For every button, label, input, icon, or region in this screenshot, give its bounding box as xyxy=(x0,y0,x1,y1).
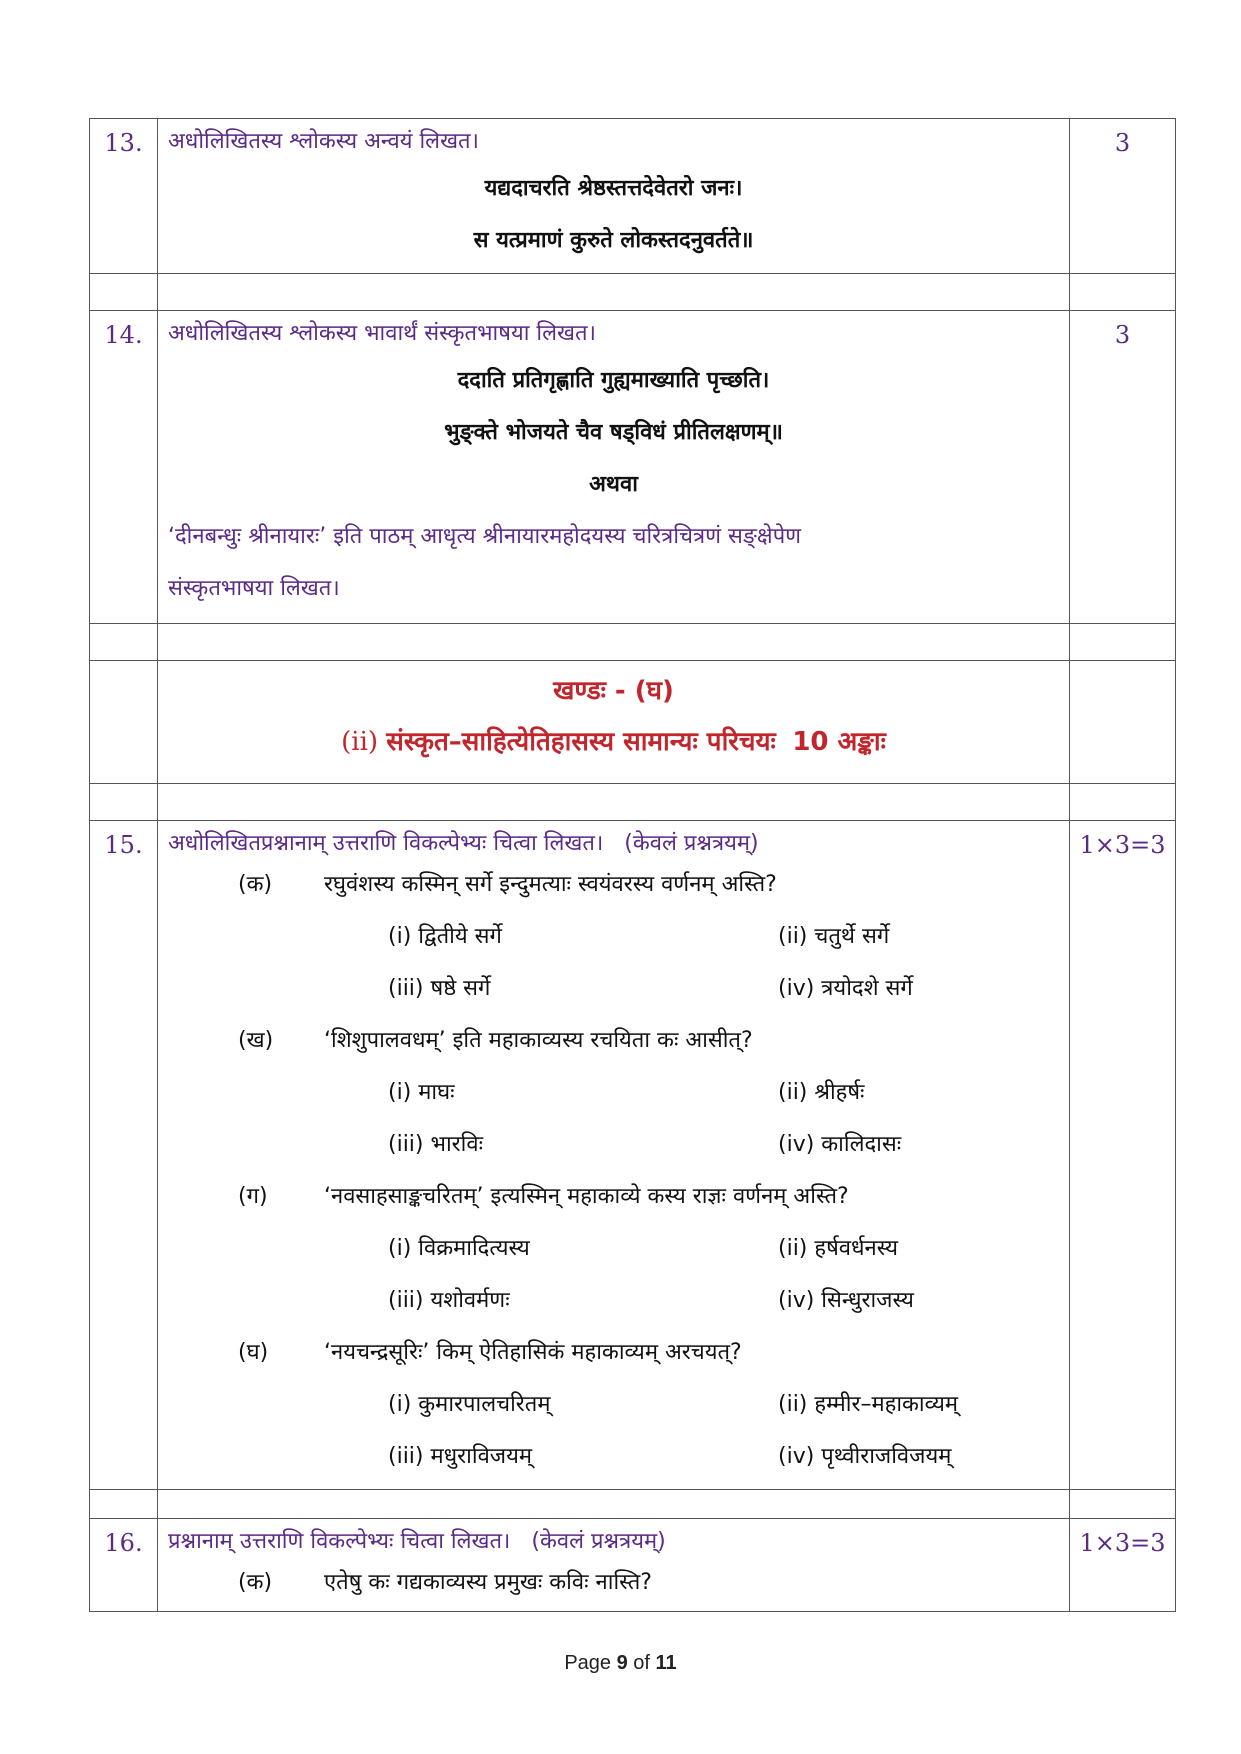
page-footer xyxy=(0,1652,1241,1675)
answer-option: (iii) मधुराविजयम् xyxy=(388,1444,533,1469)
sub-question xyxy=(158,859,1069,911)
answer-option: (i) माघः xyxy=(388,1080,455,1105)
marks-cell: 1×3=3 xyxy=(1070,821,1176,1490)
sub-question-label: (घ) xyxy=(238,1340,269,1365)
sub-question-text: रघुवंशस्य कस्मिन् सर्गे इन्दुमत्याः स्वयंवरस्य वर्णनम् अस्ति? xyxy=(324,872,777,897)
or-separator: अथवा xyxy=(589,472,638,497)
answer-option: (ii) चतुर्थे सर्गे xyxy=(778,924,890,949)
question-body xyxy=(158,311,1070,624)
answer-option: (iv) कालिदासः xyxy=(778,1132,902,1157)
option-row xyxy=(158,1275,1069,1327)
option-row xyxy=(158,1379,1069,1431)
marks-cell: 1×3=3 xyxy=(1070,1519,1176,1612)
question-row-13 xyxy=(90,119,1176,274)
of-word: of xyxy=(633,1652,650,1674)
spacer-row xyxy=(90,274,1176,311)
question-number: 13. xyxy=(90,119,158,274)
marks-cell: 3 xyxy=(1070,119,1176,274)
section-subtitle xyxy=(158,713,1069,771)
question-number: 16. xyxy=(90,1519,158,1612)
answer-option: (iii) यशोवर्मणः xyxy=(388,1288,510,1313)
option-row xyxy=(158,1067,1069,1119)
question-number: 15. xyxy=(90,821,158,1490)
question-number: 14. xyxy=(90,311,158,624)
answer-option: (i) द्वितीये सर्गे xyxy=(388,924,502,949)
answer-option: (iv) सिन्धुराजस्य xyxy=(778,1288,914,1313)
current-page: 9 xyxy=(616,1652,628,1674)
option-row xyxy=(158,963,1069,1015)
total-pages: 11 xyxy=(655,1652,677,1674)
section-heading-row xyxy=(90,661,1176,784)
question-body xyxy=(158,821,1070,1490)
sub-question-text: ‘नवसाहसाङ्कचरितम्’ इत्यस्मिन् महाकाव्ये कस्य राज्ञः वर्णनम् अस्ति? xyxy=(324,1184,849,1209)
question-instruction: अधोलिखितस्य श्लोकस्य अन्वयं लिखत। xyxy=(168,129,479,154)
question-instruction xyxy=(158,821,1069,859)
sub-question xyxy=(158,1015,1069,1067)
sub-question-label: (ग) xyxy=(238,1184,268,1209)
answer-option: (iv) त्रयोदशे सर्गे xyxy=(778,976,913,1001)
sub-question-label: (ख) xyxy=(238,1028,274,1053)
sub-question xyxy=(158,1557,1069,1611)
option-row xyxy=(158,1119,1069,1171)
subtitle-text: संस्कृत–साहित्येतिहासस्य सामान्यः परिचयः xyxy=(386,727,776,757)
question-instruction xyxy=(158,1519,1069,1557)
answer-option: (i) कुमारपालचरितम् xyxy=(388,1392,551,1417)
sub-question-text: एतेषु कः गद्यकाव्यस्य प्रमुखः कविः नास्ति? xyxy=(324,1570,652,1595)
section-title: खण्डः - (घ) xyxy=(553,676,674,706)
sub-question-text: ‘नयचन्द्रसूरिः’ किम् ऐतिहासिकं महाकाव्यम् अरचयत्? xyxy=(324,1340,742,1365)
instruction-text: अधोलिखितप्रश्नानाम् उत्तराणि विकल्पेभ्यः चित्वा लिखत। xyxy=(168,831,604,856)
answer-option: (i) विक्रमादित्यस्य xyxy=(388,1236,530,1261)
sub-question-label: (क) xyxy=(238,1570,273,1595)
alternative-line: संस्कृतभाषया लिखत। xyxy=(168,576,340,601)
verse-line: ददाति प्रतिगृह्णाति गुह्यमाख्याति पृच्छति। xyxy=(457,368,770,393)
sub-question xyxy=(158,1327,1069,1379)
verse-line: भुङ्क्ते भोजयते चैव षड्विधं प्रीतिलक्षणम्॥ xyxy=(444,420,783,445)
question-body xyxy=(158,119,1070,274)
question-row-16 xyxy=(90,1519,1176,1612)
spacer-row xyxy=(90,624,1176,661)
section-heading xyxy=(158,661,1070,784)
question-paper-table xyxy=(89,118,1176,1612)
question-instruction: अधोलिखितस्य श्लोकस्य भावार्थं संस्कृतभाषया लिखत। xyxy=(168,321,596,346)
answer-option: (ii) श्रीहर्षः xyxy=(778,1080,865,1105)
sub-question-text: ‘शिशुपालवधम्’ इति महाकाव्यस्य रचयिता कः आसीत्? xyxy=(324,1028,753,1053)
page-word: Page xyxy=(564,1652,612,1674)
alternative-line: ‘दीनबन्धुः श्रीनायारः’ इति पाठम् आधृत्य श्रीनायारमहोदयस्य चरित्रचित्रणं सङ्क्षेपेण xyxy=(168,524,802,549)
option-row xyxy=(158,911,1069,963)
verse-line: स यत्प्रमाणं कुरुते लोकस्तदनुवर्तते॥ xyxy=(473,228,754,253)
spacer-row xyxy=(90,1490,1176,1519)
answer-option: (iv) पृथ्वीराजविजयम् xyxy=(778,1444,952,1469)
subtitle-prefix: (ii) xyxy=(341,727,379,757)
answer-option: (ii) हम्मीर–महाकाव्यम् xyxy=(778,1392,959,1417)
sub-question-label: (क) xyxy=(238,872,273,897)
instruction-note: (केवलं प्रश्नत्रयम्) xyxy=(531,1529,666,1554)
option-row xyxy=(158,1431,1069,1483)
answer-option: (iii) भारविः xyxy=(388,1132,484,1157)
answer-option: (ii) हर्षवर्धनस्य xyxy=(778,1236,899,1261)
question-row-14 xyxy=(90,311,1176,624)
subtitle-marks: 10 अङ्काः xyxy=(792,727,886,757)
question-row-15 xyxy=(90,821,1176,1490)
option-row xyxy=(158,1223,1069,1275)
marks-cell: 3 xyxy=(1070,311,1176,624)
alternative-question xyxy=(158,511,1069,623)
instruction-text: प्रश्नानाम् उत्तराणि विकल्पेभ्यः चित्वा लिखत। xyxy=(168,1529,511,1554)
verse-line: यद्यदाचरति श्रेष्ठस्तत्तदेवेतरो जनः। xyxy=(484,176,743,201)
sub-question-list xyxy=(158,859,1069,1483)
sub-question xyxy=(158,1171,1069,1223)
answer-option: (iii) षष्ठे सर्गे xyxy=(388,976,491,1001)
question-body xyxy=(158,1519,1070,1612)
spacer-row xyxy=(90,784,1176,821)
instruction-note: (केवलं प्रश्नत्रयम्) xyxy=(624,831,759,856)
